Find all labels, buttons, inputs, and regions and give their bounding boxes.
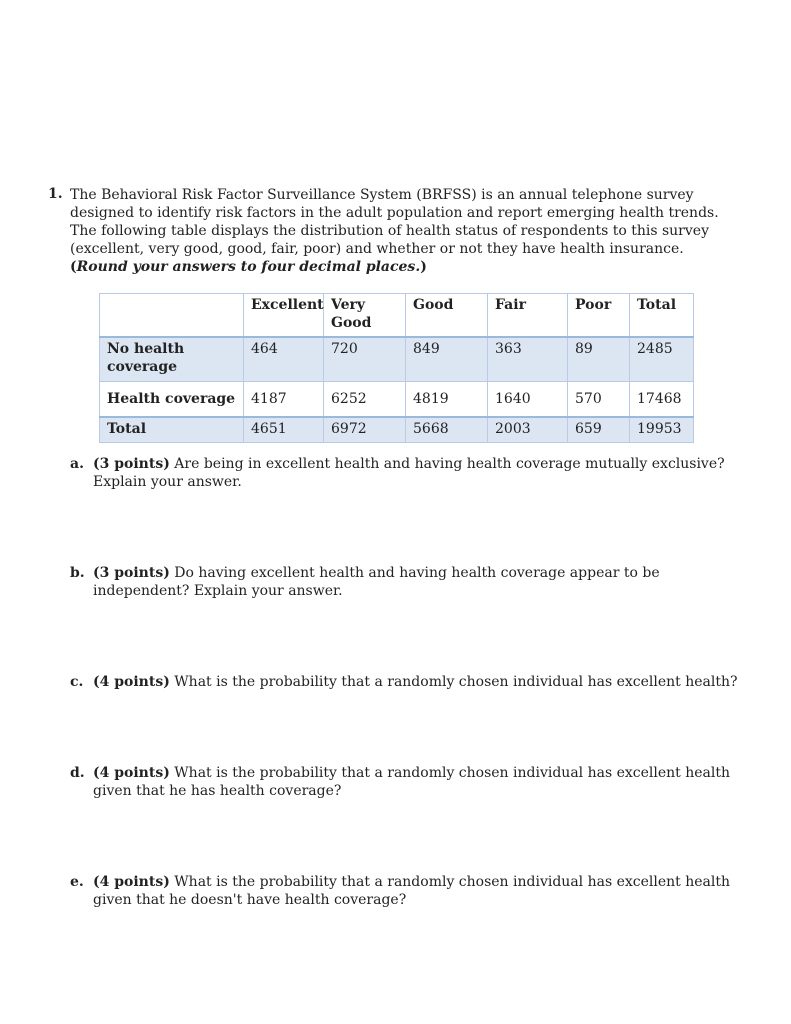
part-letter: d. <box>70 765 85 781</box>
part-b <box>70 564 740 600</box>
table-cell: 4819 <box>406 381 488 417</box>
table-cell: 464 <box>244 337 324 381</box>
row-label: Total <box>100 417 244 443</box>
header-cell-total: Total <box>630 294 694 338</box>
table-cell: 849 <box>406 337 488 381</box>
table-cell: 4651 <box>244 417 324 443</box>
table-cell: 720 <box>324 337 406 381</box>
part-points: (4 points) <box>93 674 170 690</box>
round-note-open-paren: ( <box>70 259 77 275</box>
table-cell: 659 <box>568 417 630 443</box>
header-cell-fair: Fair <box>488 294 568 338</box>
part-e <box>70 873 740 909</box>
table-header-row <box>100 294 694 338</box>
table-cell: 6252 <box>324 381 406 417</box>
header-cell-good: Good <box>406 294 488 338</box>
table-row-total <box>100 417 694 443</box>
table-cell: 17468 <box>630 381 694 417</box>
question-number: 1. <box>48 186 63 202</box>
table-row-coverage <box>100 381 694 417</box>
header-cell-poor: Poor <box>568 294 630 338</box>
round-note-close-paren: ) <box>420 259 427 275</box>
row-label: No health coverage <box>100 337 244 381</box>
part-letter: a. <box>70 456 84 472</box>
table-cell: 4187 <box>244 381 324 417</box>
health-coverage-table <box>99 293 694 443</box>
table-cell: 1640 <box>488 381 568 417</box>
part-text: What is the probability that a randomly chosen individual has excellent health? <box>169 674 738 690</box>
part-letter: b. <box>70 565 85 581</box>
header-cell-excellent: Excellent <box>244 294 324 338</box>
table-cell: 570 <box>568 381 630 417</box>
table-cell: 2485 <box>630 337 694 381</box>
part-a <box>70 455 740 491</box>
part-d <box>70 764 740 800</box>
part-text: What is the probability that a randomly chosen individual has excellent health given that he has health coverage? <box>93 765 731 799</box>
part-text: What is the probability that a randomly chosen individual has excellent health given that he doesn't have health coverage? <box>93 874 731 908</box>
question-intro <box>70 186 740 276</box>
header-cell-very-good: Very Good <box>324 294 406 338</box>
part-points: (4 points) <box>93 874 170 890</box>
part-points: (3 points) <box>93 565 170 581</box>
header-cell-empty <box>100 294 244 338</box>
table-row-no-coverage <box>100 337 694 381</box>
part-c <box>70 673 740 691</box>
part-points: (3 points) <box>93 456 170 472</box>
row-label: Health coverage <box>100 381 244 417</box>
round-note: Round your answers to four decimal places. <box>76 259 421 275</box>
part-letter: e. <box>70 874 84 890</box>
table-cell: 2003 <box>488 417 568 443</box>
question-intro-text: The Behavioral Risk Factor Surveillance System (BRFSS) is an annual telephone survey designed to identify risk factors in the adult population and report emerging health trends. The following table displays the distribution of health status of respondents to this survey (excellent, very good, good, fair, poor) and whether or not they have health insurance. <box>70 187 719 257</box>
table-cell: 6972 <box>324 417 406 443</box>
part-text: Do having excellent health and having health coverage appear to be independent? Explain your answer. <box>93 565 660 599</box>
part-points: (4 points) <box>93 765 170 781</box>
table-cell: 5668 <box>406 417 488 443</box>
part-letter: c. <box>70 674 84 690</box>
table-cell: 363 <box>488 337 568 381</box>
part-text: Are being in excellent health and having health coverage mutually exclusive? Explain your answer. <box>93 456 725 490</box>
table-cell: 89 <box>568 337 630 381</box>
table-cell: 19953 <box>630 417 694 443</box>
